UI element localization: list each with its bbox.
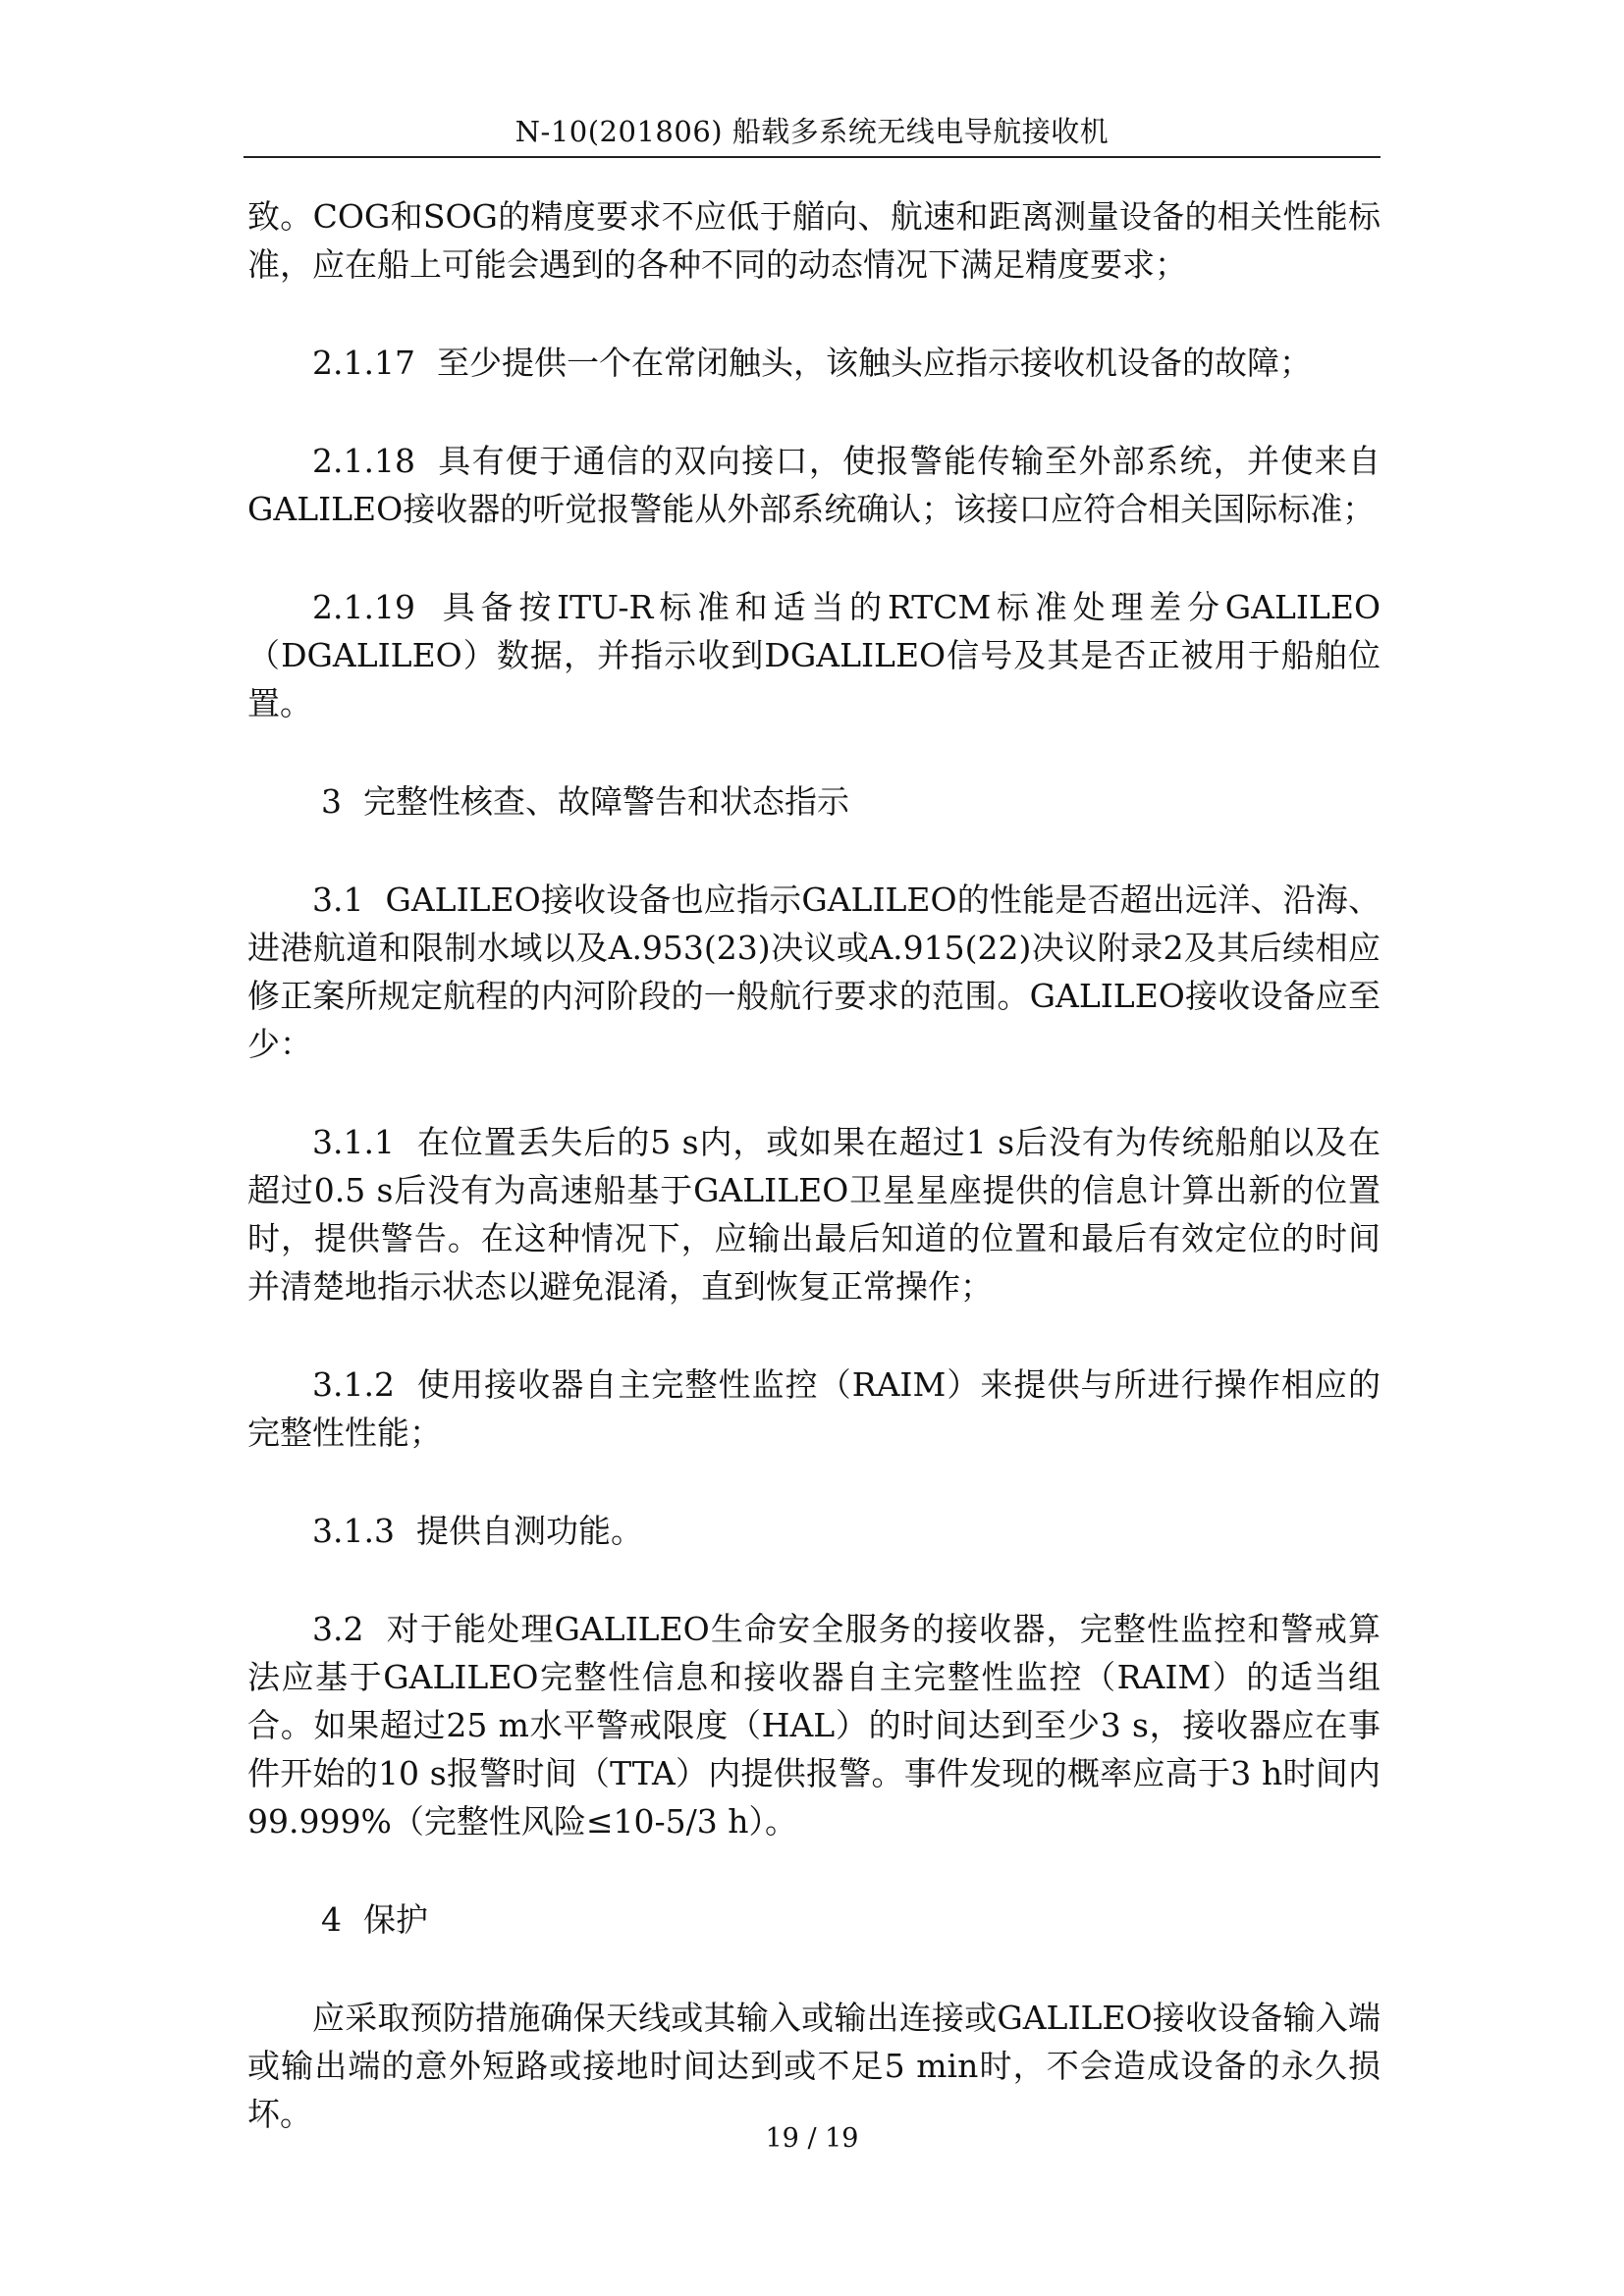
page-footer: [244, 2122, 1380, 2156]
clause-text: GALILEO接收设备也应指示GALILEO的性能是否超出远洋、沿海、进港航道和限制水域以及A.953(23)决议或A.915(22)决议附录2及其后续相应修正案所规定航程的内河阶段的一般航行要求的范围。GALILEO接收设备应至少：: [247, 881, 1380, 1063]
clause-2-1-17: [247, 339, 1380, 387]
clause-text: 具有便于通信的双向接口，使报警能传输至外部系统，并使来自GALILEO接收器的听觉报警能从外部系统确认；该接口应符合相关国际标准；: [247, 442, 1380, 528]
clause-number: 3.1.3: [312, 1512, 395, 1550]
clause-3-1: [247, 876, 1380, 1068]
page-header: [244, 112, 1380, 151]
header-rule: [244, 156, 1380, 158]
section-number: 4: [321, 1900, 342, 1939]
document-title: N-10(201806) 船载多系统无线电导航接收机: [514, 115, 1110, 148]
clause-3-1-1: [247, 1118, 1380, 1310]
clause-number: 2.1.17: [312, 344, 415, 382]
clause-3-1-3: [247, 1507, 1380, 1555]
clause-text: 使用接收器自主完整性监控（RAIM）来提供与所进行操作相应的完整性性能；: [247, 1365, 1380, 1452]
clause-text: 提供自测功能。: [415, 1512, 643, 1550]
clause-text: 应采取预防措施确保天线或其输入或输出连接或GALILEO接收设备输入端或输出端的意外短路或接地时间达到或不足5 min时，不会造成设备的永久损坏。: [247, 1999, 1380, 2133]
clause-number: 3.1.2: [312, 1365, 395, 1404]
clause-2-1-18: [247, 437, 1380, 533]
clause-3-1-2: [247, 1361, 1380, 1457]
paragraph-continuation: [247, 192, 1380, 289]
clause-2-1-19: [247, 583, 1380, 727]
section-title: 完整性核查、故障警告和状态指示: [363, 782, 849, 821]
clause-4-body: [247, 1994, 1380, 2138]
section-heading-3: [247, 777, 1380, 826]
clause-number: 3.1.1: [312, 1123, 395, 1161]
clause-number: 3.1: [312, 881, 364, 919]
section-number: 3: [321, 782, 342, 821]
paragraph-text: 致。COG和SOG的精度要求不应低于艏向、航速和距离测量设备的相关性能标准，应在船上可能会遇到的各种不同的动态情况下满足精度要求；: [247, 197, 1380, 284]
clause-number: 2.1.18: [312, 442, 415, 480]
clause-number: 3.2: [312, 1610, 364, 1648]
clause-number: 2.1.19: [312, 588, 415, 626]
clause-3-2: [247, 1605, 1380, 1845]
clause-text: 在位置丢失后的5 s内，或如果在超过1 s后没有为传统船舶以及在超过0.5 s后没有为高速船基于GALILEO卫星星座提供的信息计算出新的位置时，提供警告。在这种情况下，应输出最后知道的位置和最后有效定位的时间并清楚地指示状态以避免混淆，直到恢复正常操作；: [247, 1123, 1380, 1306]
document-body: [247, 192, 1380, 2188]
section-heading-4: [247, 1896, 1380, 1944]
clause-text: 对于能处理GALILEO生命安全服务的接收器，完整性监控和警戒算法应基于GALILEO完整性信息和接收器自主完整性监控（RAIM）的适当组合。如果超过25 m水平警戒限度（HAL）的时间达到至少3 s，接收器应在事件开始的10 s报警时间（TTA）内提供报警。事件发现的概率应高于3 h时间内99.999%（完整性风险≤10-5/3 h）。: [247, 1610, 1380, 1841]
clause-text: 具备按ITU-R标准和适当的RTCM标准处理差分GALILEO（DGALILEO）数据，并指示收到DGALILEO信号及其是否正被用于船舶位置。: [247, 588, 1380, 722]
section-title: 保护: [363, 1900, 428, 1939]
clause-text: 至少提供一个在常闭触头，该触头应指示接收机设备的故障；: [436, 344, 1312, 382]
page-number: 19 / 19: [765, 2123, 859, 2154]
